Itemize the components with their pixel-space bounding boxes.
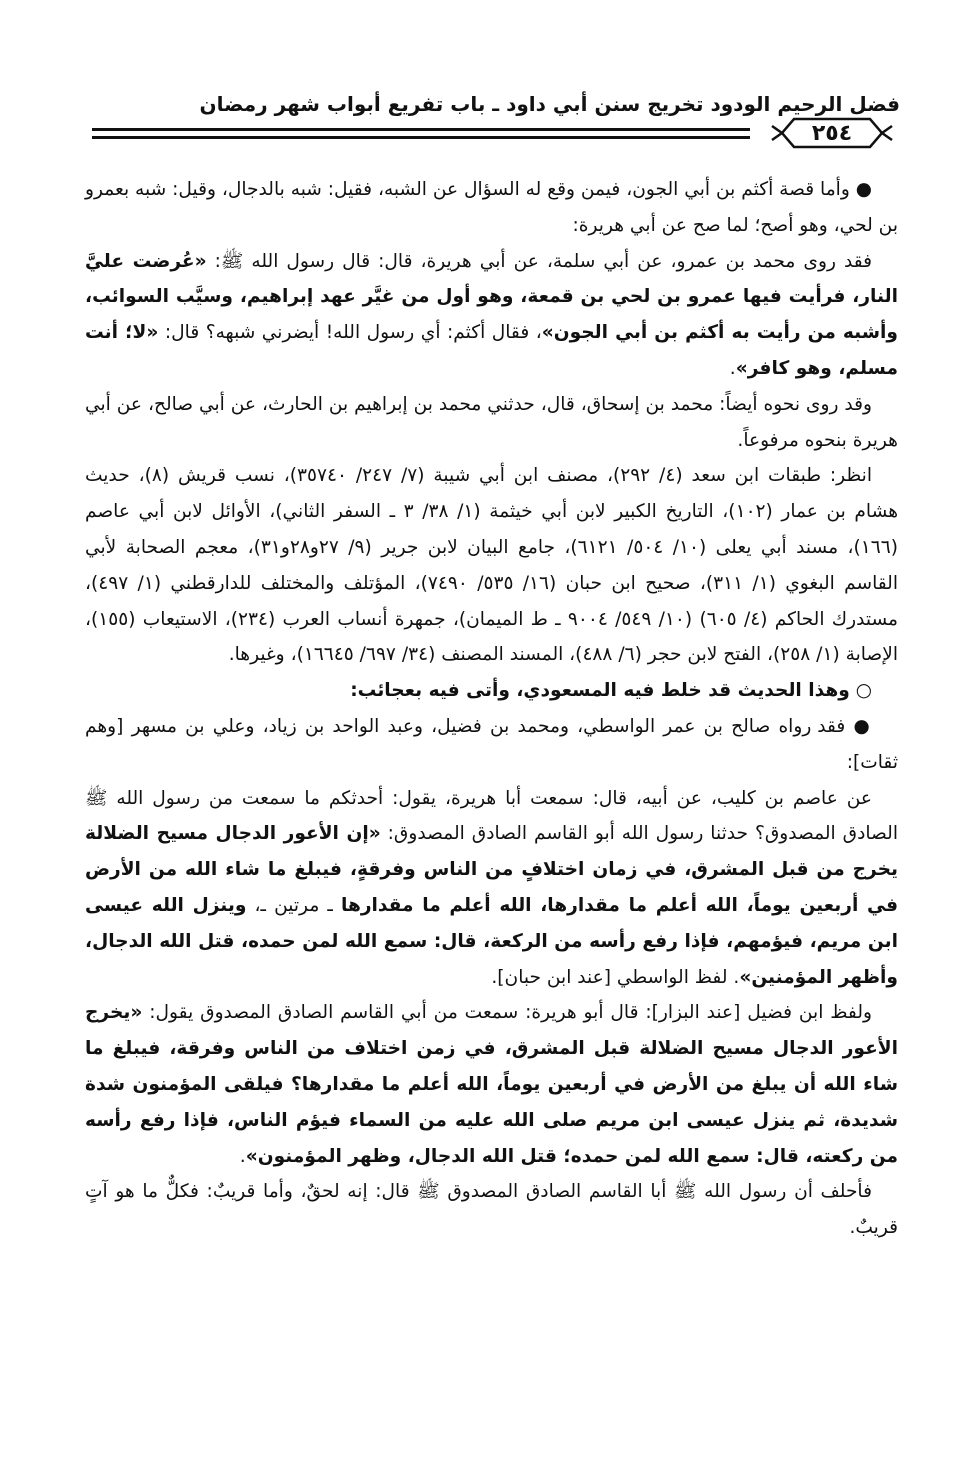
paragraph — [85, 673, 898, 709]
paragraph-text: ولفظ ابن فضيل [عند البزار]: قال أبو هريرة: سمعت من أبي القاسم الصادق المصدوق يقول: — [149, 1002, 872, 1024]
hadith-quote: «لا؛ أنت مسلم، وهو كافر» — [85, 322, 898, 379]
paragraph — [85, 244, 898, 387]
bullet-icon: ● — [853, 715, 872, 737]
running-title: فضل الرحيم الودود تخريج سنن أبي داود ـ باب تفريع أبواب شهر رمضان — [199, 92, 900, 116]
paragraph — [85, 1174, 898, 1246]
paragraph — [85, 995, 898, 1174]
page-header — [92, 92, 900, 152]
page-number: ٢٥٤ — [811, 120, 853, 146]
paragraph — [85, 172, 898, 244]
paragraph-text: فأحلف أن رسول الله ﷺ أبا القاسم الصادق المصدوق ﷺ قال: إنه لحقٌ، وأما قريبٌ: فكلٌّ ما هو آتٍ قريبٌ. — [85, 1181, 898, 1239]
page-number-badge — [764, 116, 900, 150]
header-rule — [92, 128, 750, 131]
paragraph-text: فقد روى محمد بن عمرو، عن أبي سلمة، عن أبي هريرة، قال: قال رسول الله ﷺ: — [214, 250, 872, 272]
paragraph-text: . — [239, 1145, 246, 1167]
paragraph-text: فقد رواه صالح بن عمر الواسطي، ومحمد بن فضيل، وعبد الواحد بن زياد، وعلي بن مسهر [وهم ثقات]: — [85, 715, 898, 773]
section-heading: وهذا الحديث قد خلط فيه المسعودي، وأتى فيه بعجائب: — [350, 680, 850, 702]
paragraph-text: . — [729, 357, 736, 379]
hadith-quote: «إن الأعور الدجال مسيح الضلالة يخرج من قبل المشرق، في زمان اختلافٍ من الناس وفرقةٍ، فيبلغ ما شاء الله من الأرض في أربعين يوماً، الله أعلم ما مقدارها، الله أعلم ما مقدارها — [85, 823, 898, 916]
paragraph-text: . لفظ الواسطي [عند ابن حبان]. — [491, 966, 740, 988]
references-text: انظر: طبقات ابن سعد (٤/ ٢٩٢)، مصنف ابن أبي شيبة (٧/ ٢٤٧/ ٣٥٧٤٠)، نسب قريش (٨)، حديث هشام بن عمار (١٠٢)، التاريخ الكبير لابن أبي خيثمة (١/ ٣٨/ ٣ ـ السفر الثاني)، الأوائل لابن أبي عاصم (١٦٦)، مسند أبي يعلى (١٠/ ٥٠٤/ ٦١٢١)، جامع البيان لابن جرير (٩/ ٢٧و٢٨و٣١)، معجم الصحابة لأبي القاسم البغوي (١/ ٣١١)، صحيح ابن حبان (١٦/ ٥٣٥/ ٧٤٩٠)، المؤتلف والمختلف للدارقطني (١/ ٤٩٧)، مستدرك الحاكم (٤/ ٦٠٥) (١٠/ ٥٤٩/ ٩٠٠٤ ـ ط الميمان)، جمهرة أنساب العرب (٢٣٤)، الاستيعاب (١٥٥)، الإصابة (١/ ٢٥٨)، الفتح لابن حجر (٦/ ٤٨٨)، المسند المصنف (٣٤/ ٦٩٧/ ١٦٦٤٥)، وغيرها. — [85, 465, 899, 666]
paragraph-text: عن عاصم بن كليب، عن أبيه، قال: سمعت أبا هريرة، يقول: أحدثكم ما سمعت من رسول الله ﷺ الصادق المصدوق؟ حدثنا رسول الله أبو القاسم الصادق المصدوق: — [85, 787, 898, 845]
paragraph-text: ـ مرتين ـ، — [246, 894, 341, 916]
paragraph-text: ، فقال أكثم: أي رسول الله! أيضرني شبهه؟ قال: — [164, 322, 542, 344]
paragraph-text: وقد روى نحوه أيضاً: محمد بن إسحاق، قال، حدثني محمد بن إبراهيم بن الحارث، عن أبي صالح، عن أبي هريرة بنحوه مرفوعاً. — [85, 393, 898, 451]
paragraph — [85, 709, 898, 781]
paragraph — [85, 781, 898, 996]
hadith-quote: وينزل الله عيسى ابن مريم، فيؤمهم، فإذا رفع رأسه من الركعة، قال: سمع الله لمن حمده، قتل الله الدجال، وأظهر المؤمنين» — [85, 894, 898, 988]
paragraph — [85, 458, 898, 673]
header-rule — [92, 136, 750, 139]
main-text — [85, 172, 898, 1246]
hadith-quote: «يخرج الأعور الدجال مسيح الضلالة قبل المشرق، في زمن اختلاف من الناس وفرقة، فيبلغ ما شاء الله أن يبلغ من الأرض في أربعين يوماً، الله أعلم ما مقدارها؟ فيلقى المؤمنون شدة شديدة، ثم ينزل عيسى ابن مريم صلى الله عليه من السماء فيؤم الناس، فإذا رفع رأسه من ركعته، قال: سمع الله لمن حمده؛ قتل الله الدجال، وظهر المؤمنون» — [85, 1002, 898, 1167]
bullet-icon: ● — [855, 179, 872, 200]
paragraph — [85, 387, 898, 459]
hadith-quote: «عُرضت عليَّ النار، فرأيت فيها عمرو بن لحي بن قمعة، وهو أول من غيَّر عهد إبراهيم، وسيَّب السوائب، وأشبه من رأيت به أكثم بن أبي الجون» — [85, 250, 898, 344]
paragraph-text: وأما قصة أكثم بن أبي الجون، فيمن وقع له السؤال عن الشبه، فقيل: شبه بالدجال، وقيل: شبه بعمرو بن لحي، وهو أصح؛ لما صح عن أبي هريرة: — [85, 179, 898, 236]
circle-bullet-icon: ○ — [855, 680, 872, 702]
